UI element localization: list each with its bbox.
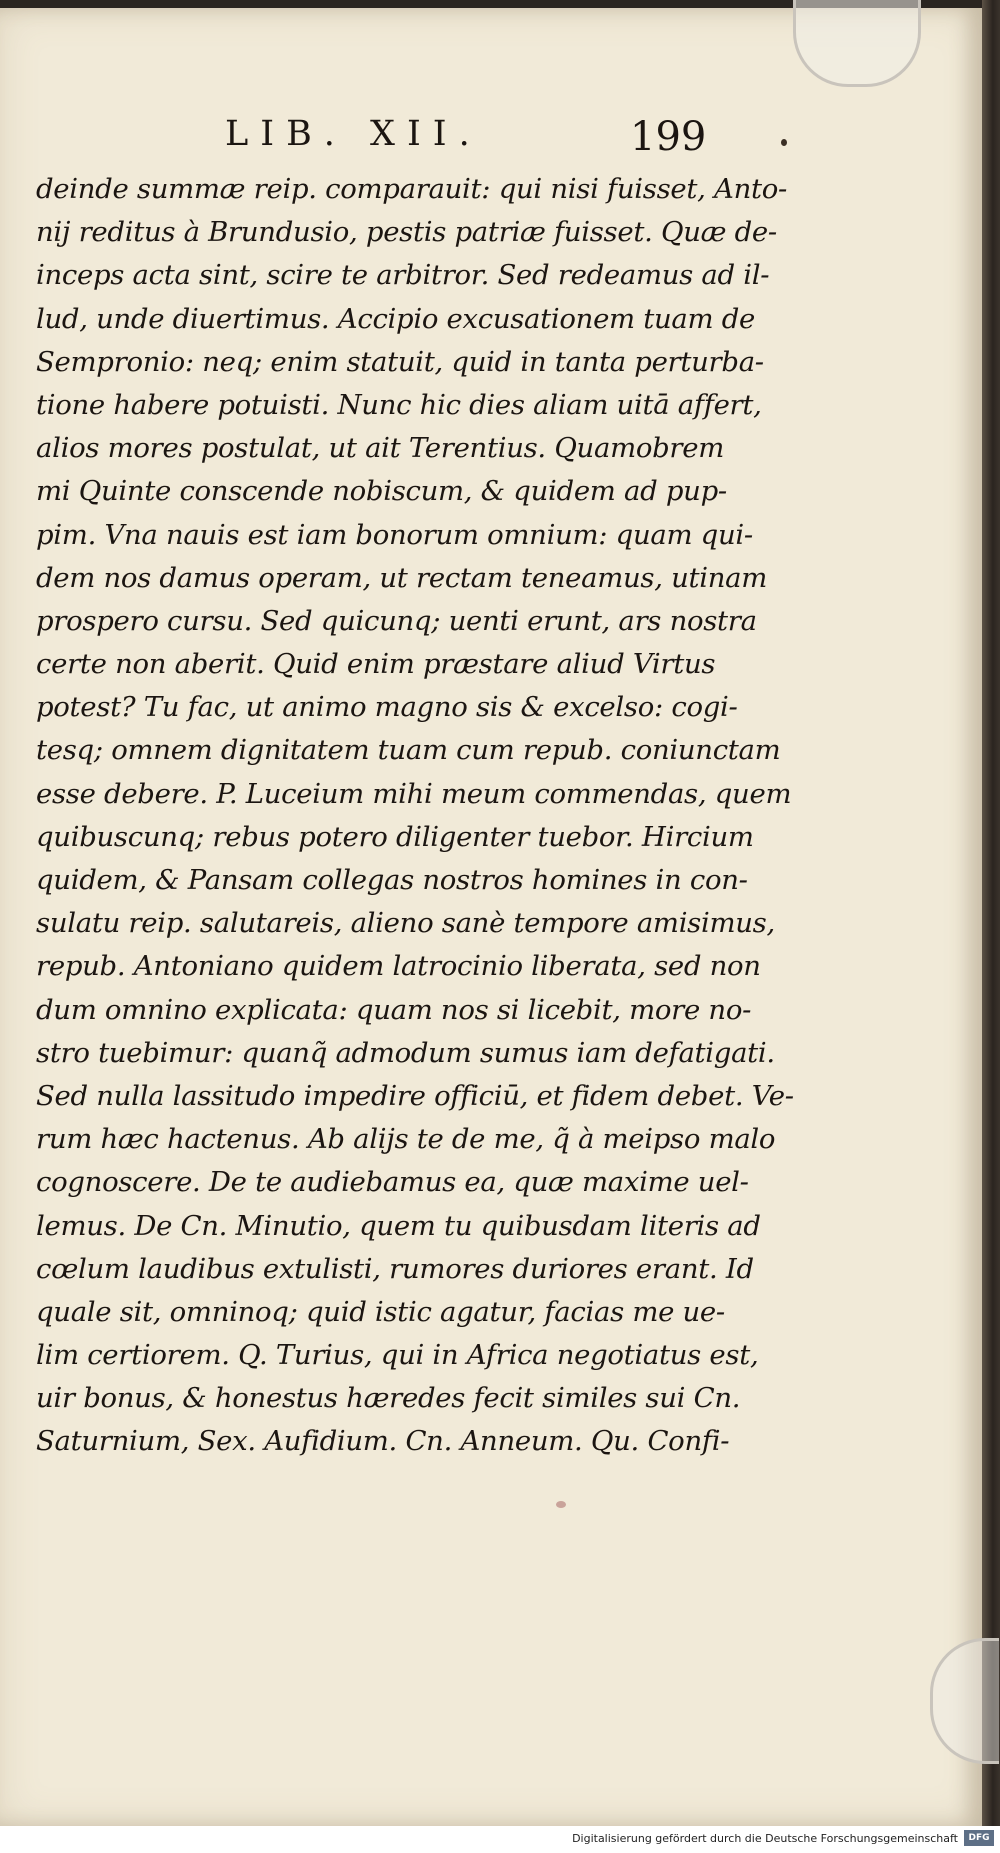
text-line: stro tuebimur: quanq̃ admodum sumus iam defatigati. — [36, 1036, 775, 1069]
text-line: quidem, & Pansam collegas nostros homines in con- — [36, 864, 748, 896]
page-number: 199 — [630, 114, 707, 160]
text-line: potest? Tu fac, ut animo magno sis & excelso: cogi- — [36, 691, 738, 724]
text-line: nij reditus à Brundusio, pestis patriæ fuisset. Quæ de- — [36, 216, 777, 249]
text-line: lim certiorem. Q. Turius, qui in Africa negotiatus est, — [36, 1339, 759, 1372]
text-line: lud, unde diuertimus. Accipio excusationem tuam de — [36, 302, 756, 335]
text-line: dem nos damus operam, ut rectam teneamus, utinam — [36, 561, 768, 594]
text-line: Saturnium, Sex. Aufidium. Cn. Anneum. Qu. Confi- — [36, 1425, 730, 1458]
text-line: tesq; omnem dignitatem tuam cum repub. coniunctam — [36, 734, 781, 767]
text-line: Sed nulla lassitudo impedire officiū, et fidem debet. Ve- — [36, 1079, 794, 1112]
text-line: uir bonus, & honestus hæredes fecit similes sui Cn. — [36, 1382, 741, 1415]
book-page — [0, 8, 982, 1826]
digitization-credit: Digitalisierung gefördert durch die Deutsche Forschungsgemeinschaft — [572, 1832, 958, 1845]
book-edge — [982, 0, 1000, 1836]
text-line: quibuscunq; rebus potero diligenter tuebor. Hircium — [36, 820, 754, 853]
text-line: deinde summæ reip. comparauit: qui nisi fuisset, Anto- — [36, 173, 788, 205]
dfg-logo: DFG — [964, 1830, 994, 1846]
text-line: mi Quinte conscende nobiscum, & quidem ad pup- — [36, 475, 727, 508]
text-line: alios mores postulat, ut ait Terentius. Quamobrem — [36, 432, 725, 465]
text-line: tione habere potuisti. Nunc hic dies aliam uitā affert, — [36, 388, 762, 421]
text-line: lemus. De Cn. Minutio, quem tu quibusdam literis ad — [36, 1209, 761, 1242]
text-line: repub. Antoniano quidem latrocinio liberata, sed non — [36, 950, 761, 983]
running-head: LIB. XII. — [225, 114, 482, 154]
text-line: sulatu reip. salutareis, alieno sanè tempore amisimus, — [36, 907, 775, 940]
text-line: esse debere. P. Luceium mihi meum commendas, quem — [36, 777, 792, 810]
text-line: cognoscere. De te audiebamus ea, quæ maxime uel- — [36, 1166, 749, 1199]
page-header — [0, 114, 982, 164]
text-line: dum omnino explicata: quam nos si licebit, more no- — [36, 993, 752, 1026]
text-line: pim. Vna nauis est iam bonorum omnium: quam qui- — [36, 518, 753, 551]
text-line: cœlum laudibus extulisti, rumores duriores erant. Id — [36, 1252, 754, 1285]
text-line: certe non aberit. Quid enim præstare aliud Virtus — [36, 648, 716, 681]
text-line: quale sit, omninoq; quid istic agatur, facias me ue- — [36, 1295, 725, 1328]
paper-stain — [556, 1501, 566, 1508]
text-line: rum hæc hactenus. Ab alijs te de me, q̃ à meipso malo — [36, 1123, 776, 1156]
text-line: Sempronio: neq; enim statuit, quid in tanta perturba- — [36, 345, 764, 378]
letter-text — [36, 168, 794, 1464]
ink-mark — [781, 139, 787, 146]
text-line: prospero cursu. Sed quicunq; uenti erunt, ars nostra — [36, 604, 757, 637]
text-line: inceps acta sint, scire te arbitror. Sed redeamus ad il- — [36, 259, 770, 292]
